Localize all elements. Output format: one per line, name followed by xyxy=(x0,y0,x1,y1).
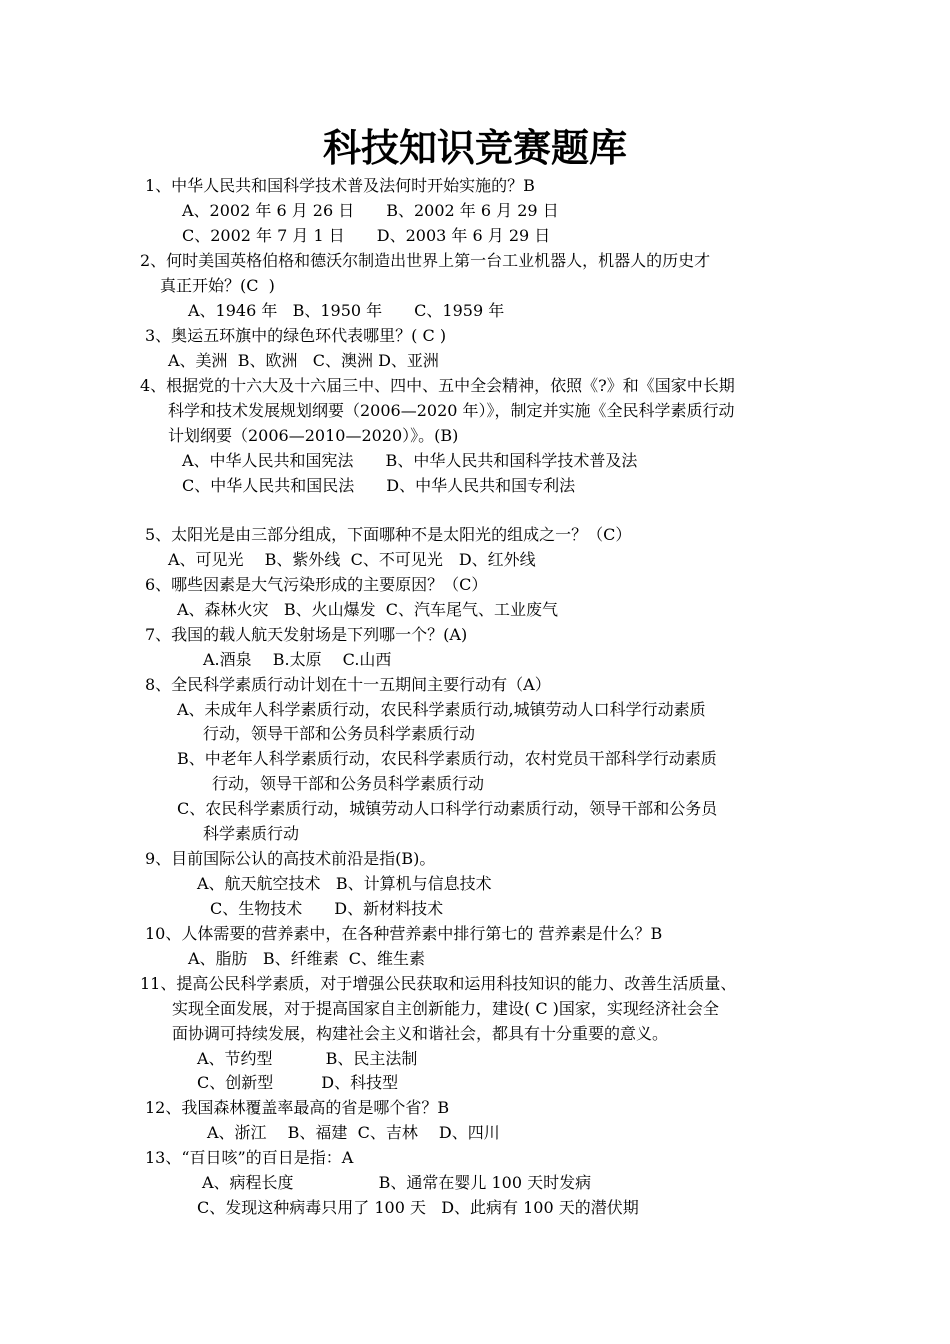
option-line: A、航天航空技术 B、计算机与信息技术 xyxy=(197,874,492,893)
option-line: A、未成年人科学素质行动，农民科学素质行动,城镇劳动人口科学行动素质 xyxy=(177,700,706,719)
question-continuation: 面协调可持续发展，构建社会主义和谐社会，都具有十分重要的意义。 xyxy=(172,1024,669,1043)
option-continuation: 行动，领导干部和公务员科学素质行动 xyxy=(203,724,476,743)
question-12: 12、我国森林覆盖率最高的省是哪个省？B xyxy=(145,1098,450,1117)
question-2: 2、何时美国英格伯格和德沃尔制造出世界上第一台工业机器人，机器人的历史才 xyxy=(140,251,711,270)
option-line: A、美洲 B、欧洲 C、澳洲 D、亚洲 xyxy=(168,351,439,370)
option-line: A、2002 年 6 月 26 日 B、2002 年 6 月 29 日 xyxy=(182,201,559,220)
option-line: C、发现这种病毒只用了 100 天 D、此病有 100 天的潜伏期 xyxy=(197,1198,639,1217)
option-line: C、2002 年 7 月 1 日 D、2003 年 6 月 29 日 xyxy=(182,226,551,245)
option-line: A、浙江 B、福建 C、吉林 D、四川 xyxy=(207,1123,500,1142)
option-continuation: 科学素质行动 xyxy=(203,824,300,843)
page-title: 科技知识竞赛题库 xyxy=(322,126,627,170)
question-continuation: 真正开始？(C ) xyxy=(160,276,275,295)
question-9: 9、目前国际公认的高技术前沿是指(B)。 xyxy=(145,849,436,868)
question-7: 7、我国的载人航天发射场是下列哪一个？(A) xyxy=(145,625,468,644)
option-line: C、生物技术 D、新材料技术 xyxy=(210,899,444,918)
option-line: B、中老年人科学素质行动，农民科学素质行动，农村党员干部科学行动素质 xyxy=(177,749,717,768)
question-continuation: 实现全面发展，对于提高国家自主创新能力，建设( C )国家，实现经济社会全 xyxy=(172,999,719,1018)
question-13: 13、“百日咳”的百日是指：A xyxy=(145,1148,354,1167)
question-11: 11、提高公民科学素质，对于增强公民获取和运用科技知识的能力、改善生活质量、 xyxy=(140,974,737,993)
option-line: A、1946 年 B、1950 年 C、1959 年 xyxy=(188,301,505,320)
option-line: A、脂肪 B、纤维素 C、维生素 xyxy=(188,949,425,968)
question-1: 1、中华人民共和国科学技术普及法何时开始实施的？B xyxy=(145,176,535,195)
option-line: C、中华人民共和国民法 D、中华人民共和国专利法 xyxy=(182,476,576,495)
option-line: C、农民科学素质行动，城镇劳动人口科学行动素质行动，领导干部和公务员 xyxy=(177,799,718,818)
option-line: A、中华人民共和国宪法 B、中华人民共和国科学技术普及法 xyxy=(182,451,638,470)
option-line: A、病程长度 B、通常在婴儿 100 天时发病 xyxy=(202,1173,592,1192)
question-8: 8、全民科学素质行动计划在十一五期间主要行动有（A） xyxy=(145,675,551,694)
option-line: A、可见光 B、紫外线 C、不可见光 D、红外线 xyxy=(168,550,536,569)
option-line: C、创新型 D、科技型 xyxy=(197,1073,399,1092)
option-line: A.酒泉 B.太原 C.山西 xyxy=(203,650,392,669)
option-continuation: 行动，领导干部和公务员科学素质行动 xyxy=(212,774,485,793)
question-4: 4、根据党的十六大及十六届三中、四中、五中全会精神，依照《?》和《国家中长期 xyxy=(140,376,735,395)
question-3: 3、奥运五环旗中的绿色环代表哪里？( C ) xyxy=(145,326,447,345)
question-5: 5、太阳光是由三部分组成，下面哪种不是太阳光的组成之一？（C） xyxy=(145,525,632,544)
option-line: A、森林火灾 B、火山爆发 C、汽车尾气、工业废气 xyxy=(177,600,558,619)
question-continuation: 计划纲要（2006—2010—2020）》。(B) xyxy=(168,426,459,445)
question-10: 10、人体需要的营养素中，在各种营养素中排行第七的 营养素是什么？B xyxy=(145,924,663,943)
question-6: 6、哪些因素是大气污染形成的主要原因？（C） xyxy=(145,575,488,594)
option-line: A、节约型 B、民主法制 xyxy=(197,1049,418,1068)
question-continuation: 科学和技术发展规划纲要（2006—2020 年）》，制定并实施《全民科学素质行动 xyxy=(168,401,735,420)
